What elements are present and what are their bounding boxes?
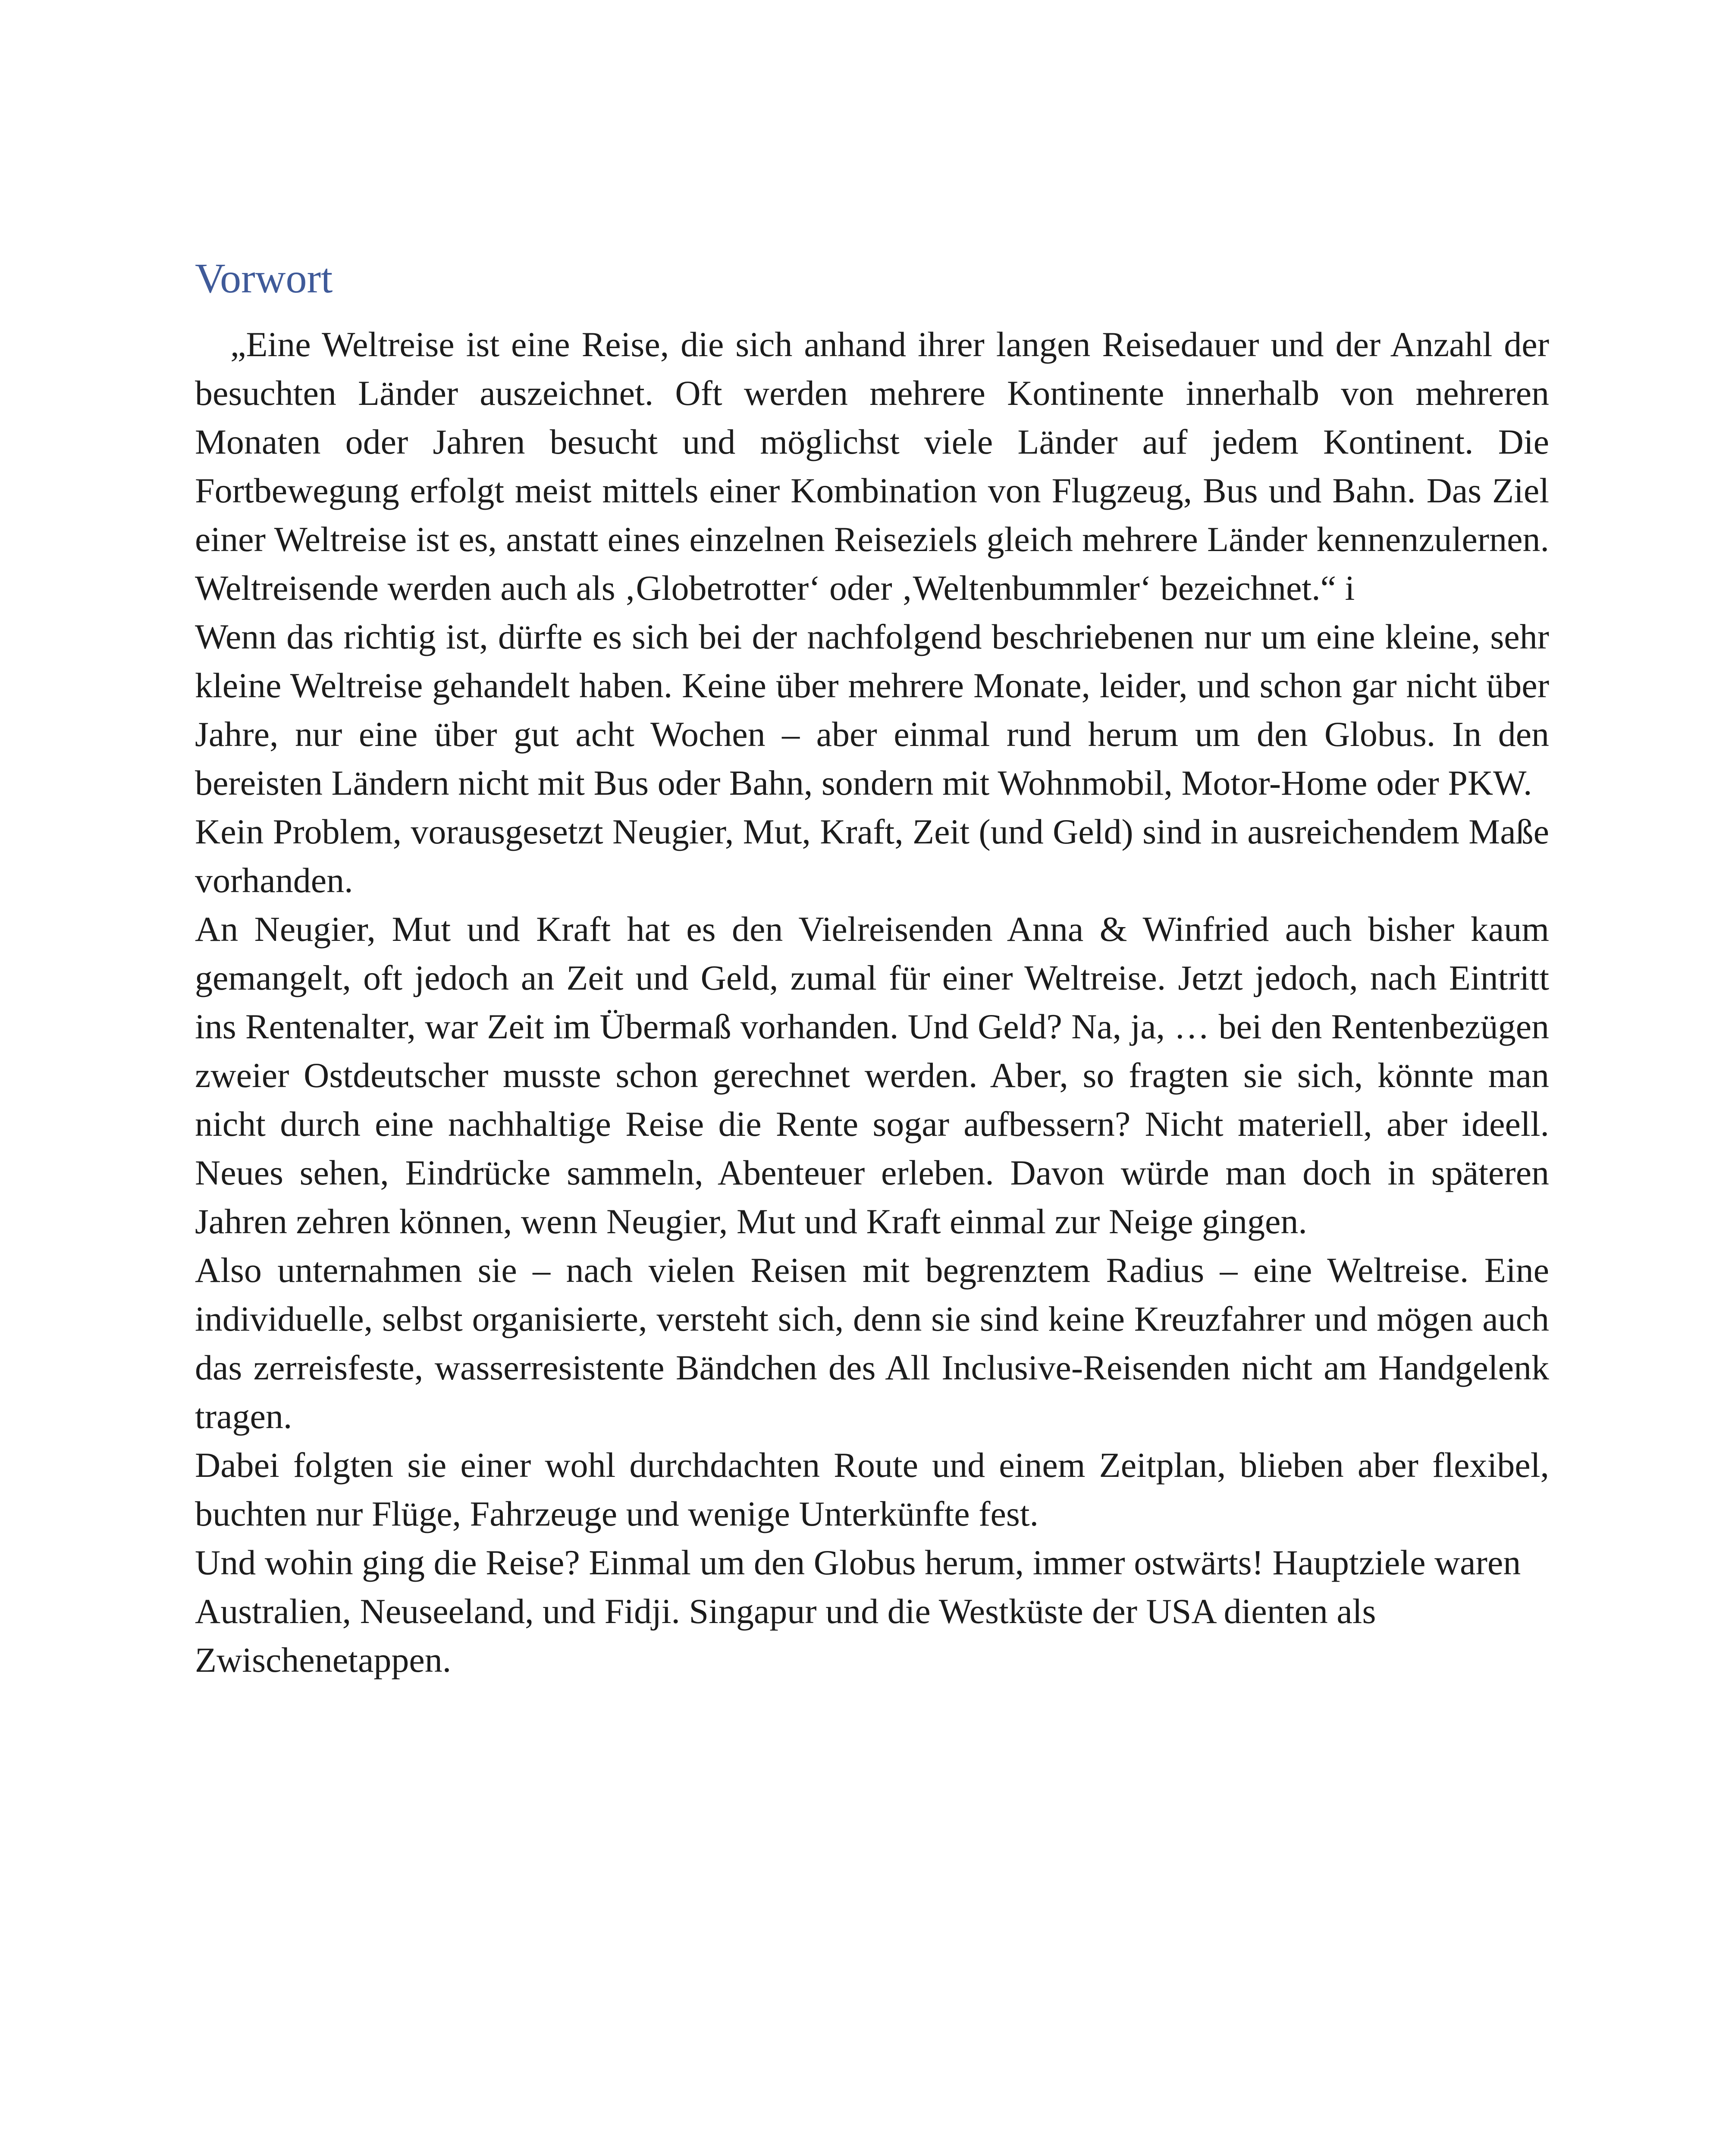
paragraph-2: Wenn das richtig ist, dürfte es sich bei der nachfolgend beschriebenen nur um eine kleine, sehr kleine Weltreise gehandelt haben. Keine über mehrere Monate, leider, und schon gar nicht über Jahre, nur eine über gut acht Wochen – aber einmal rund herum um den Globus. In den bereisten Ländern nicht mit Bus oder Bahn, sondern mit Wohnmobil, Motor-Home oder PKW. (195, 617, 1549, 802)
paragraph-4: An Neugier, Mut und Kraft hat es den Vielreisenden Anna & Winfried auch bisher kaum gemangelt, oft jedoch an Zeit und Geld, zumal für einer Weltreise. Jetzt jedoch, nach Eintritt ins Rentenalter, war Zeit im Übermaß vorhanden. Und Geld? Na, ja, … bei den Rentenbezügen zweier Ostdeutscher musste schon gerechnet werden. Aber, so fragten sie sich, könnte man nicht durch eine nachhaltige Reise die Rente sogar aufbessern? Nicht materiell, aber ideell. Neues sehen, Eindrücke sammeln, Abenteuer erleben. Davon würde man doch in späteren Jahren zehren können, wenn Neugier, Mut und Kraft einmal zur Neige gingen. (195, 909, 1549, 1241)
paragraph-6: Dabei folgten sie einer wohl durchdachten Route und einem Zeitplan, blieben aber flexibel, buchten nur Flüge, Fahrzeuge und wenige Unterkünfte fest. (195, 1445, 1549, 1533)
paragraph-7: Und wohin ging die Reise? Einmal um den Globus herum, immer ostwärts! Hauptziele waren Australien, Neuseeland, und Fidji. Singapur und die Westküste der USA dienten als Zwischenetappen. (195, 1542, 1521, 1680)
page-title: Vorwort (195, 255, 333, 302)
page-content (195, 254, 1549, 1684)
paragraph-quote: „Eine Weltreise ist eine Reise, die sich anhand ihrer langen Reisedauer und der Anzahl der besuchten Länder auszeichnet. Oft werden mehrere Kontinente innerhalb von mehreren Monaten oder Jahren besucht und möglichst viele Länder auf jedem Kontinent. Die Fortbewegung erfolgt meist mittels einer Kombination von Flugzeug, Bus und Bahn. Das Ziel einer Weltreise ist es, anstatt eines einzelnen Reiseziels gleich mehrere Länder kennenzulernen. Weltreisende werden auch als ‚Globetrotter‘ oder ‚Weltenbummler‘ bezeichnet.“ i (195, 324, 1549, 608)
paragraph-3: Kein Problem, vorausgesetzt Neugier, Mut, Kraft, Zeit (und Geld) sind in ausreichendem Maße vorhanden. (195, 812, 1549, 900)
paragraph-5: Also unternahmen sie – nach vielen Reisen mit begrenztem Radius – eine Weltreise. Eine individuelle, selbst organisierte, versteht sich, denn sie sind keine Kreuzfahrer und mögen auch das zerreisfeste, wasserresistente Bändchen des All Inclusive-Reisenden nicht am Handgelenk tragen. (195, 1250, 1549, 1436)
